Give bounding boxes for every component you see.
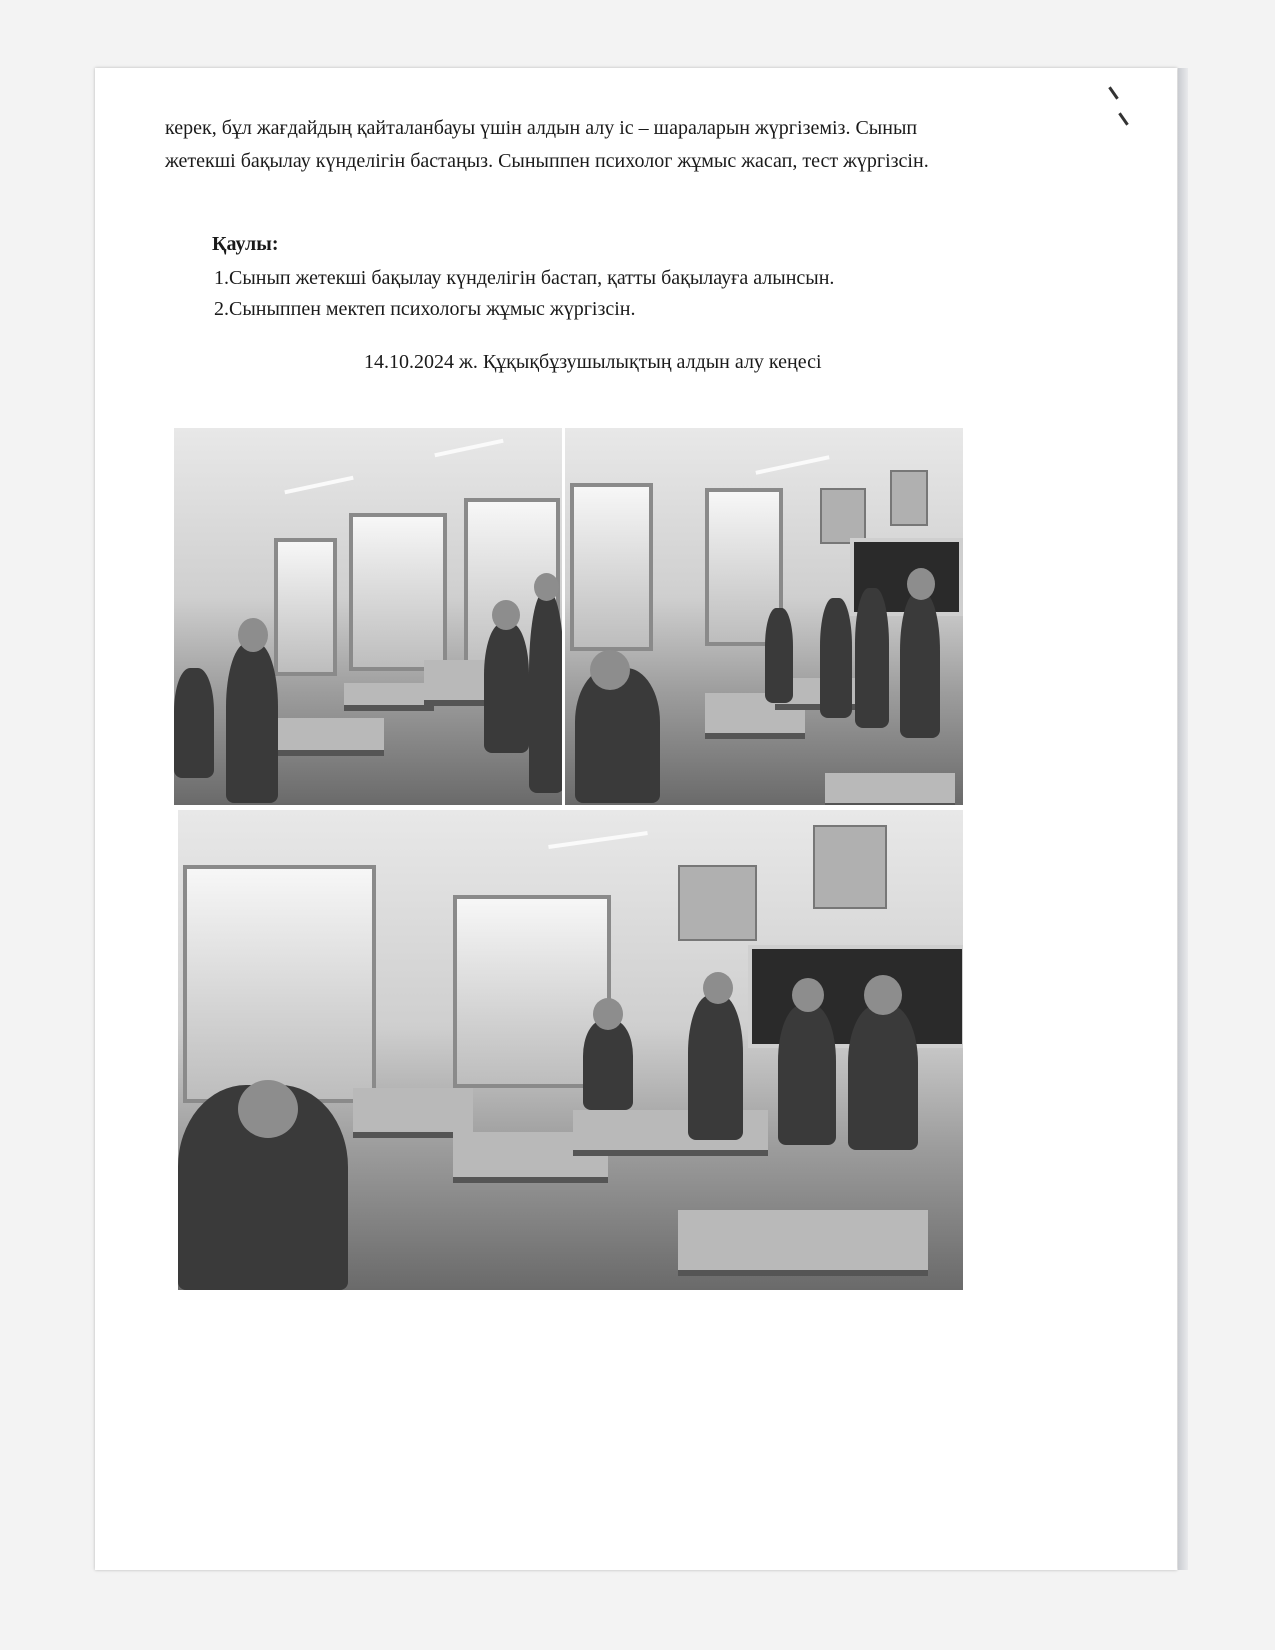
- decision-heading: Қаулы:: [212, 233, 279, 255]
- page-edge: [1178, 68, 1188, 1570]
- classroom-photo-2: [565, 428, 963, 805]
- paragraph-line-1: керек, бұл жағдайдың қайталанбауы үшін алдын алу іс – шараларын жүргіземіз. Сынып: [165, 117, 918, 139]
- decision-item-2: 2.Сыныппен мектеп психологы жұмыс жүргізсін.: [214, 298, 636, 320]
- classroom-photo-3: [178, 810, 963, 1290]
- paragraph-line-2: жетекші бақылау күнделігін бастаңыз. Сыныппен психолог жұмыс жасап, тест жүргізсін.: [165, 150, 929, 172]
- decision-item-1: 1.Сынып жетекші бақылау күнделігін бастап, қатты бақылауға алынсын.: [214, 267, 835, 289]
- classroom-photo-1: [174, 428, 562, 805]
- body-paragraph: [165, 112, 929, 178]
- photo-caption: 14.10.2024 ж. Құқықбұзушылықтың алдын алу кеңесі: [364, 351, 822, 373]
